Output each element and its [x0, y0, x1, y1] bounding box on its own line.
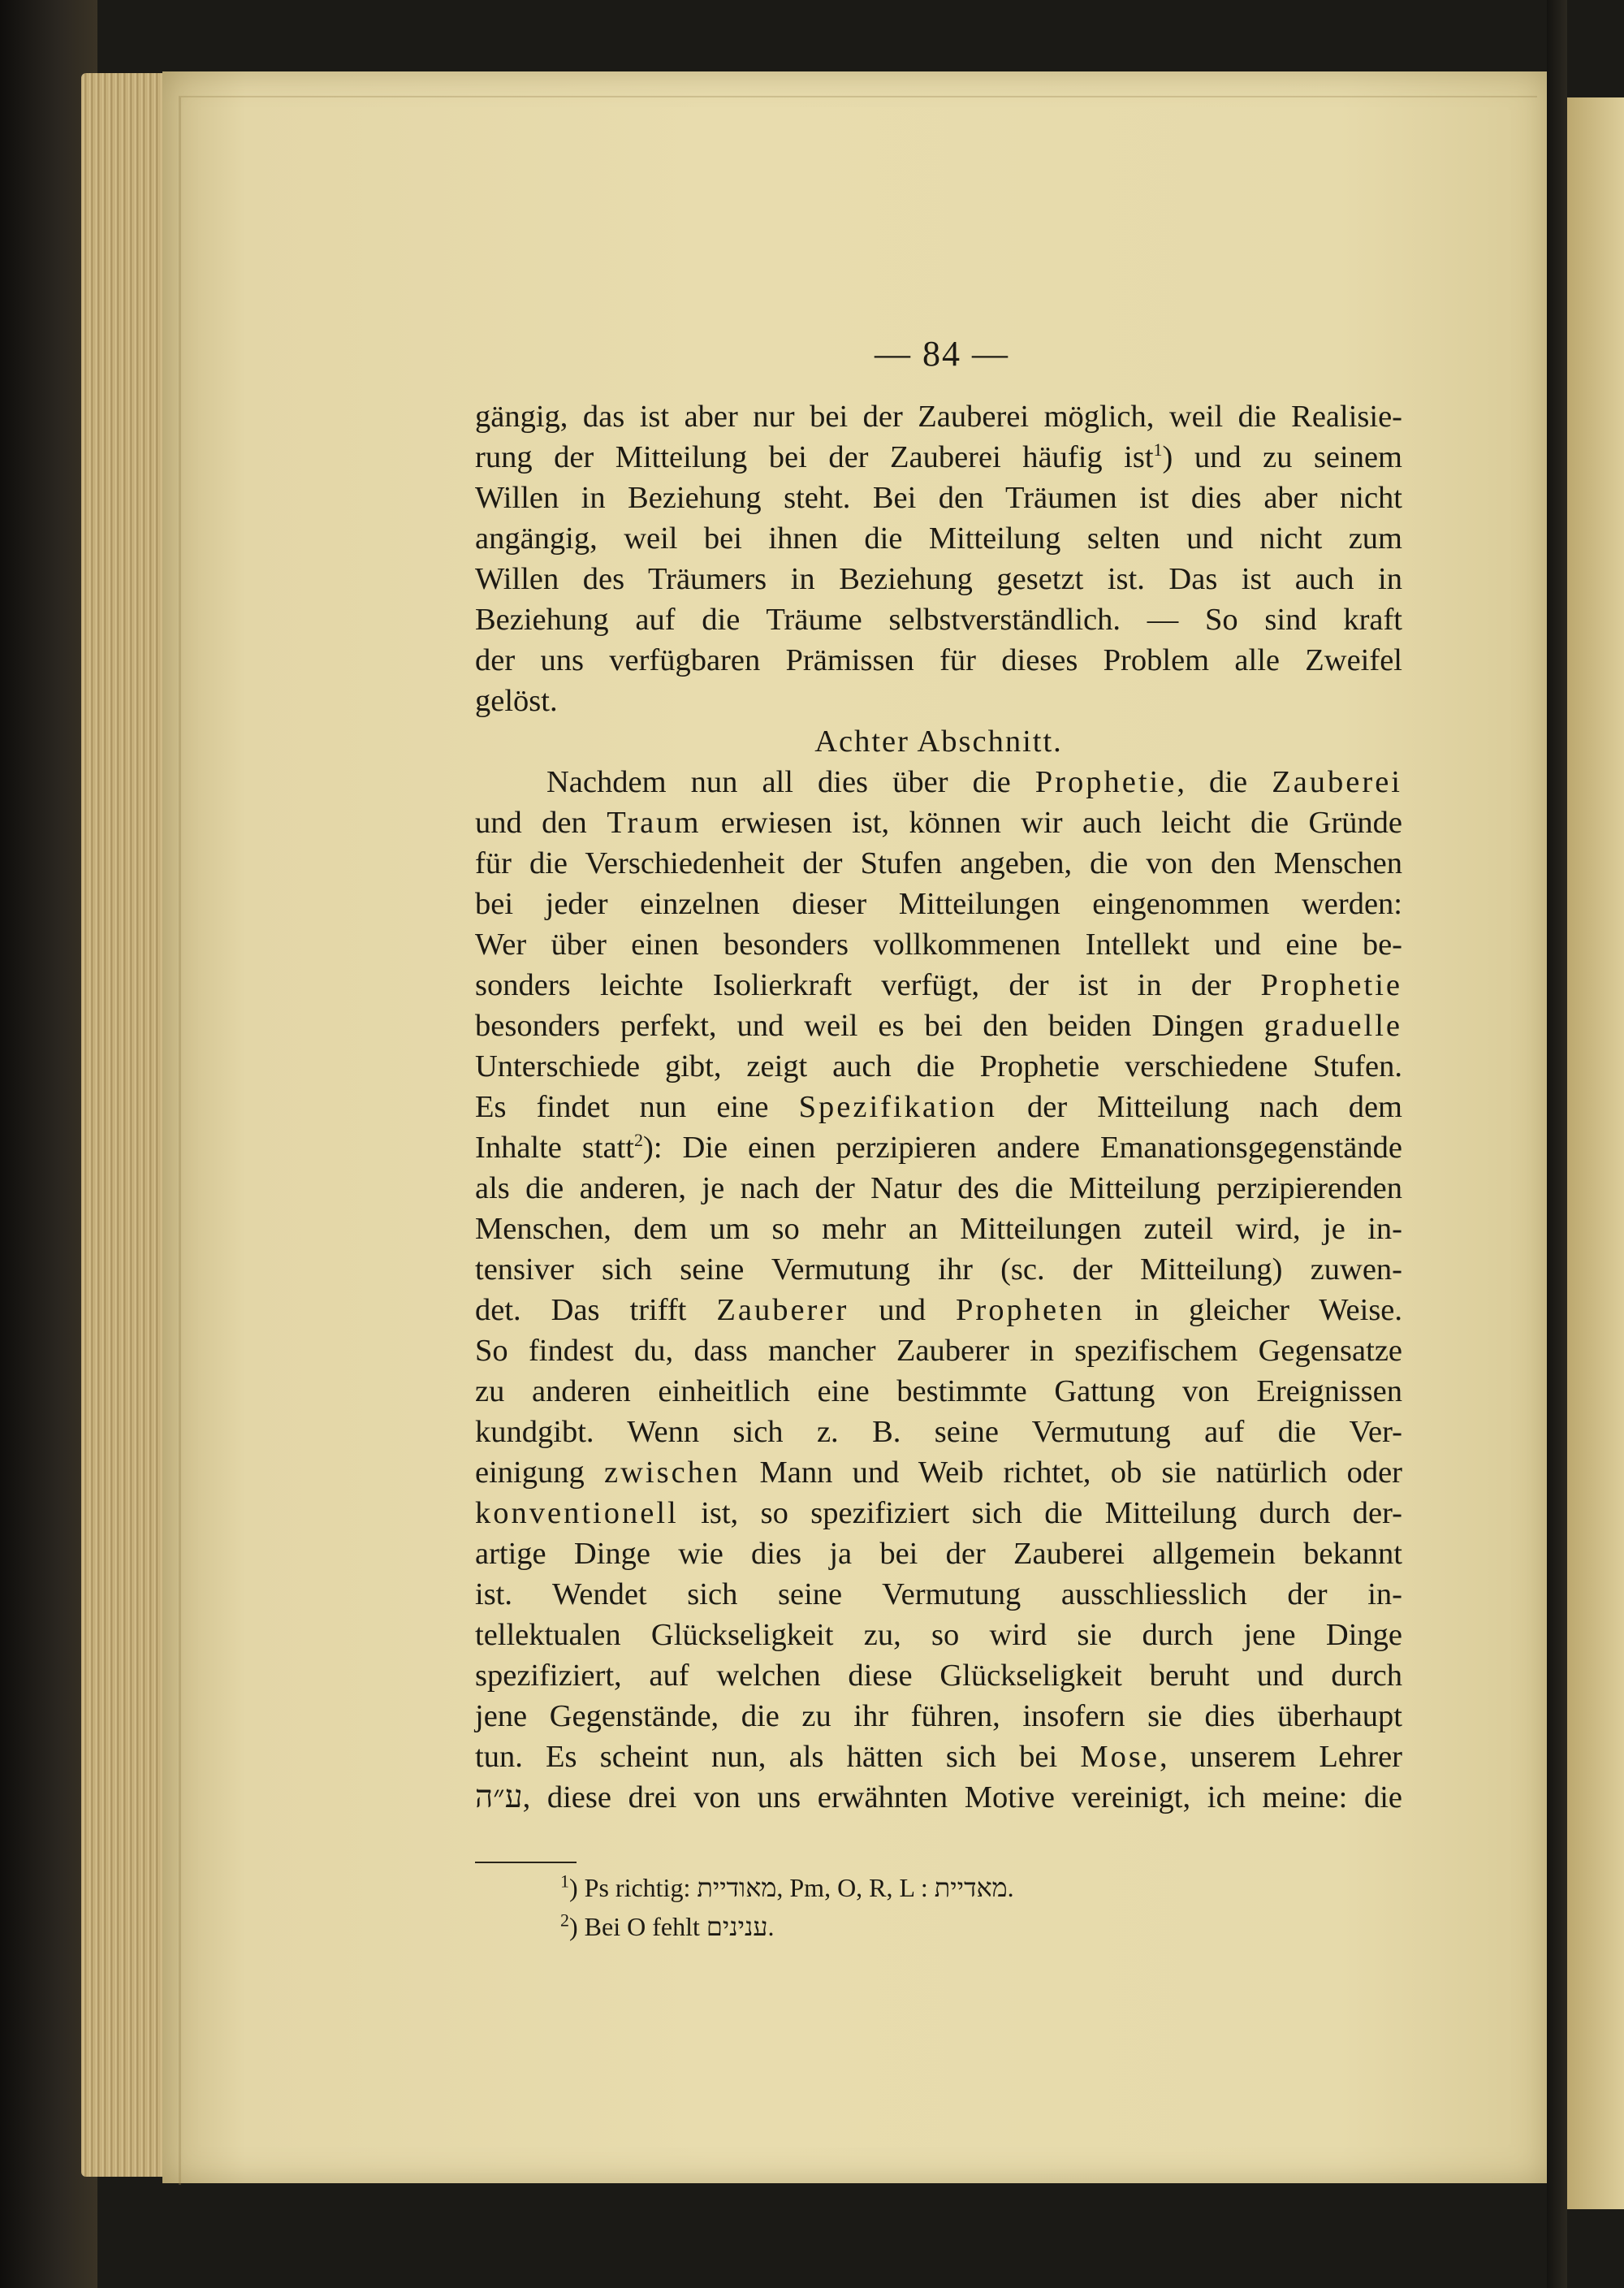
text-line: sonders leichte Isolierkraft verfügt, der ist in der Prophetie	[475, 968, 1403, 1002]
text-line: jene Gegenstände, die zu ihr führen, insofern sie dies überhaupt	[475, 1699, 1402, 1733]
text-line: der uns verfügbaren Prämissen für dieses Problem alle Zweifel	[475, 643, 1402, 677]
text-line: Beziehung auf die Träume selbstverständlich. — So sind kraft	[475, 603, 1402, 637]
text-line: Willen in Beziehung steht. Bei den Träumen ist dies aber nicht	[475, 481, 1402, 515]
text-line: als die anderen, je nach der Natur des die Mitteilung perzipierenden	[475, 1171, 1402, 1205]
text-line: Unterschiede gibt, zeigt auch die Prophetie verschiedene Stufen.	[475, 1049, 1402, 1083]
footnote-marker: 1	[1153, 439, 1163, 461]
text-line: det. Das trifft Zauberer und Propheten in gleicher Weise.	[475, 1293, 1403, 1327]
text-line: Es findet nun eine Spezifikation der Mitteilung nach dem	[475, 1090, 1402, 1124]
spaced-term: Spezifikation	[798, 1090, 997, 1124]
text-line: bei jeder einzelnen dieser Mitteilungen eingenommen werden:	[475, 887, 1402, 921]
text-line: gelöst.	[475, 684, 558, 718]
text-line: ist. Wendet sich seine Vermutung ausschliesslich der in-	[475, 1577, 1402, 1611]
spaced-term: graduelle	[1263, 1009, 1403, 1043]
text-line: tellektualen Glückseligkeit zu, so wird sie durch jene Dinge	[475, 1618, 1402, 1652]
hebrew-abbreviation: ע״ה	[475, 1780, 523, 1814]
text-line: artige Dinge wie dies ja bei der Zauberei allgemein bekannt	[475, 1537, 1402, 1571]
text-line: kundgibt. Wenn sich z. B. seine Vermutung auf die Ver-	[475, 1415, 1402, 1449]
spaced-term: Zauberer	[716, 1293, 849, 1327]
text-line: und den Traum erwiesen ist, können wir auch leicht die Gründe	[475, 806, 1402, 840]
text-line: Willen des Träumers in Beziehung gesetzt ist. Das ist auch in	[475, 562, 1402, 596]
text-line: Menschen, dem um so mehr an Mitteilungen zuteil wird, je in-	[475, 1212, 1402, 1246]
spaced-term: Prophetie	[1034, 765, 1177, 799]
spaced-term: Propheten	[956, 1293, 1105, 1327]
text-line: zu anderen einheitlich eine bestimmte Gattung von Ereignissen	[475, 1374, 1402, 1408]
text-line: rung der Mitteilung bei der Zauberei häufig ist$^1$) und zu seinem	[475, 439, 1402, 474]
book-gutter	[1547, 0, 1567, 2288]
text-line: besonders perfekt, und weil es bei den beiden Dingen graduelle	[475, 1009, 1403, 1043]
hebrew-word: מאדיית	[934, 1873, 1008, 1902]
text-line: So findest du, dass mancher Zauberer in spezifischem Gegensatze	[475, 1334, 1402, 1368]
spaced-term: Prophetie	[1260, 968, 1403, 1002]
facing-page-edge	[1567, 97, 1624, 2209]
text-line: für die Verschiedenheit der Stufen angeben, die von den Menschen	[475, 846, 1402, 880]
text-line: gängig, das ist aber nur bei der Zauberei möglich, weil die Realisie-	[475, 400, 1402, 434]
text-line: Nachdem nun all dies über die Prophetie, die Zauberei	[546, 765, 1402, 799]
text-line: Inhalte statt$^2$): Die einen perzipieren andere Emanationsgegenstände	[475, 1130, 1402, 1165]
text-line: angängig, weil bei ihnen die Mitteilung selten und nicht zum	[475, 521, 1402, 556]
footnotes	[560, 1868, 1210, 1946]
footnote-1: $^1$) Ps richtig: מאודיית, Pm, O, R, L : מאדיית.	[560, 1871, 1014, 1902]
text-line: tensiver sich seine Vermutung ihr (sc. der Mitteilung) zuwen-	[475, 1252, 1402, 1287]
text-line: ע״ה, diese drei von uns erwähnten Motive vereinigt, ich meine: die	[475, 1780, 1402, 1814]
spaced-term: zwischen	[604, 1455, 741, 1490]
main-text	[475, 396, 1402, 1818]
section-heading: Achter Abschnitt.	[814, 724, 1063, 759]
footnote-marker: 2	[634, 1130, 643, 1151]
text-line: konventionell ist, so spezifiziert sich die Mitteilung durch der-	[475, 1496, 1402, 1530]
text-line: spezifiziert, auf welchen diese Glückseligkeit beruht und durch	[475, 1659, 1402, 1693]
hebrew-word: מאודיית	[697, 1873, 777, 1902]
footnote-divider	[475, 1862, 577, 1863]
text-line: Wer über einen besonders vollkommenen Intellekt und eine be-	[475, 928, 1402, 962]
spaced-term: Zauberei	[1272, 765, 1402, 799]
footnote-2: $^2$) Bei O fehlt ענינים.	[560, 1910, 775, 1941]
spaced-term: Mose	[1080, 1740, 1160, 1774]
text-line: einigung zwischen Mann und Weib richtet, ob sie natürlich oder	[475, 1455, 1403, 1490]
spaced-term: konventionell	[475, 1496, 679, 1530]
spaced-term: Traum	[607, 806, 702, 840]
page-number: — 84 —	[875, 334, 1009, 374]
text-line: tun. Es scheint nun, als hätten sich bei Mose, unserem Lehrer	[475, 1740, 1403, 1774]
hebrew-word: ענינים	[706, 1912, 768, 1941]
